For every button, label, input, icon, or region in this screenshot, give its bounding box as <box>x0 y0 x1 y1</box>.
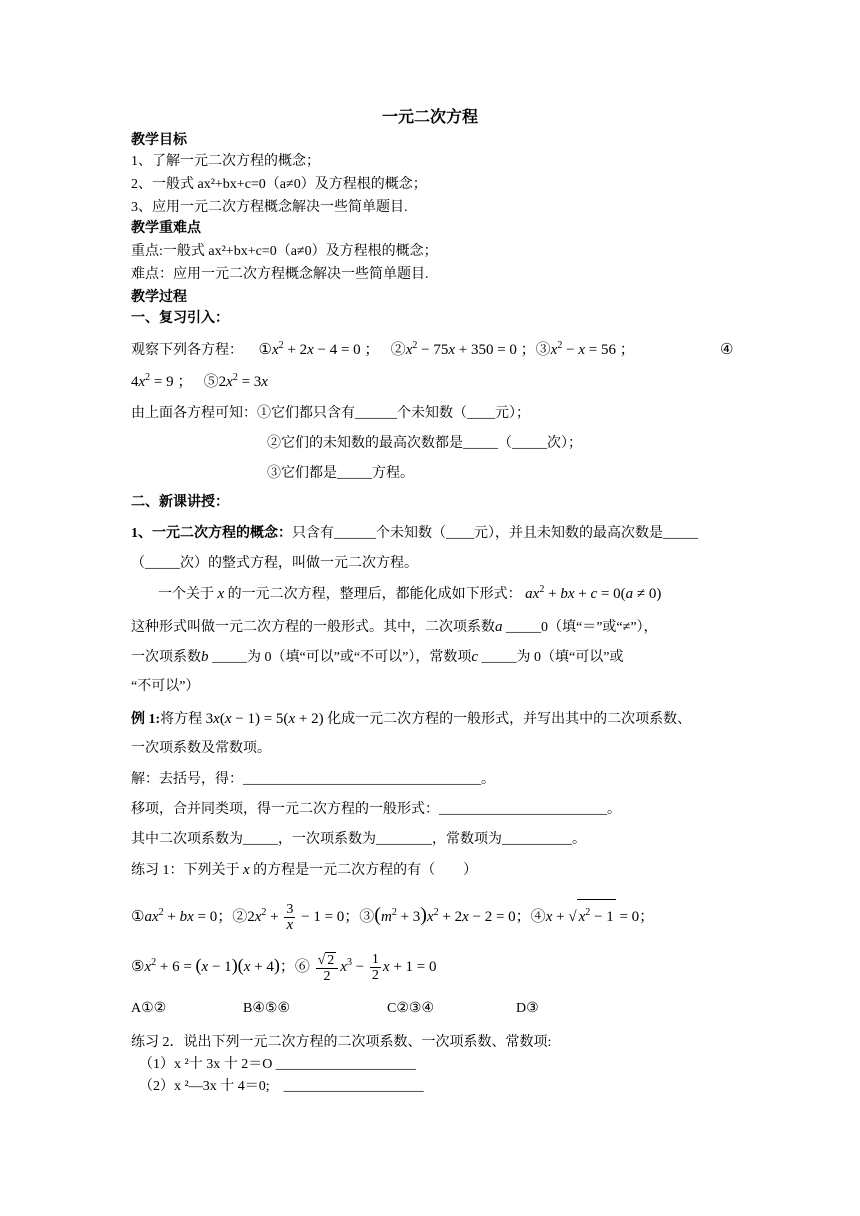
practice2-item: （2）x ²—3x 十 4＝0; ____________________ <box>139 1079 424 1094</box>
goal-item: 3、应用一元二次方程概念解决一些简单题目. <box>131 200 408 215</box>
concept-label: 1、一元二次方程的概念： <box>131 526 292 541</box>
equation-number: ④ <box>720 342 734 358</box>
keypoint-text: 重点:一般式 ax²+bx+c=0（a≠0）及方程根的概念； <box>131 244 438 259</box>
solve-step: 其中二次项系数为_____，一次项系数为________，常数项为__________。 <box>131 832 586 847</box>
practice2-line: 练习 2．说出下列一元二次方程的二次项系数、一次项系数、常数项: <box>131 1035 552 1050</box>
observe-equations-cont: $4x^2 = 9$ ； $⑤2x^2 = 3x$ <box>131 372 268 390</box>
goal-item: 1、了解一元二次方程的概念； <box>131 154 320 169</box>
page-title: 一元二次方程 <box>381 109 478 126</box>
option-a: A①② <box>131 1001 167 1016</box>
goals-heading: 教学目标 <box>131 133 187 148</box>
observe-note: ③它们都是_____方程。 <box>267 466 414 481</box>
observe-note: 由上面各方程可知：①它们都只含有______个未知数（____元）； <box>131 406 530 421</box>
new-heading: 二、新课讲授： <box>131 495 229 510</box>
observe-label: 观察下列各方程： <box>131 343 243 358</box>
solve-step: 解：去括号，得：__________________________________。 <box>131 772 495 787</box>
example-line: 例 1:将方程 3x(x − 1) = 5(x + 2) 化成一元二次方程的一般形式，并写出其中的二次项系数、 <box>131 711 692 727</box>
general-form-line: 一个关于 x 的一元二次方程，整理后，都能化成如下形式： $ax^2$ + bx + c = 0(a ≠ 0) <box>158 584 662 602</box>
practice1-equations-2: $⑤x^2 + 6 = (x - 1)(x + 4)$；⑥ $\frac{√ 2}{2}$ $x^3$ − $\frac{1}{2}$ x + 1 = 0 <box>131 952 437 984</box>
practice1-line: 练习 1：下列关于 x 的方程是一元二次方程的有（ ） <box>131 862 478 878</box>
option-b: B④⑤⑥ <box>243 1001 290 1016</box>
concept-text: 只含有______个未知数（____元），并且未知数的最高次数是_____ <box>292 526 698 541</box>
keypoints-heading: 教学重难点 <box>131 221 201 236</box>
concept-line-2: （_____次）的整式方程，叫做一元二次方程。 <box>131 556 418 571</box>
option-d: D③ <box>516 1001 539 1016</box>
example-line-2: 一次项系数及常数项。 <box>131 741 271 756</box>
general-desc-line: 这种形式叫做一元二次方程的一般形式。其中，二次项系数a _____0（填“＝”或“≠”）， <box>131 619 658 635</box>
observe-equations: 观察下列各方程： $①x^2 + 2x - 4 = 0$ ； $②x^2 - 75x + 350 = 0$ ；$③x^2 - x = 56$ ； <box>131 340 635 358</box>
coef-line: 一次项系数b _____为 0（填“可以”或“不可以”），常数项c _____为 0（填“可以”或 <box>131 649 624 665</box>
review-heading: 一、复习引入： <box>131 311 229 326</box>
concept-line <box>131 524 698 544</box>
solve-step: 移项，合并同类项，得一元二次方程的一般形式：________________________。 <box>131 802 621 817</box>
observe-note: ②它们的未知数的最高次数都是_____（_____次）； <box>267 436 582 451</box>
difficulty-text: 难点：应用一元二次方程概念解决一些简单题目. <box>131 267 429 282</box>
goal-item: 2、一般式 ax²+bx+c=0（a≠0）及方程根的概念； <box>131 177 427 192</box>
practice2-item: （1）x ²十 3x 十 2＝O ____________________ <box>139 1057 416 1072</box>
cannot-text: “不可以”） <box>131 679 200 694</box>
option-c: C②③④ <box>387 1001 434 1016</box>
process-heading: 教学过程 <box>131 290 187 305</box>
practice1-equations: $①ax^2$ + bx = 0；$②2x^2$ + $\frac{3}{x}$ − 1 = 0；$③(m^2 + 3)x^2 + 2x - 2 = 0$；④x + √ $x^2 - 1 = 0$； <box>131 898 654 934</box>
